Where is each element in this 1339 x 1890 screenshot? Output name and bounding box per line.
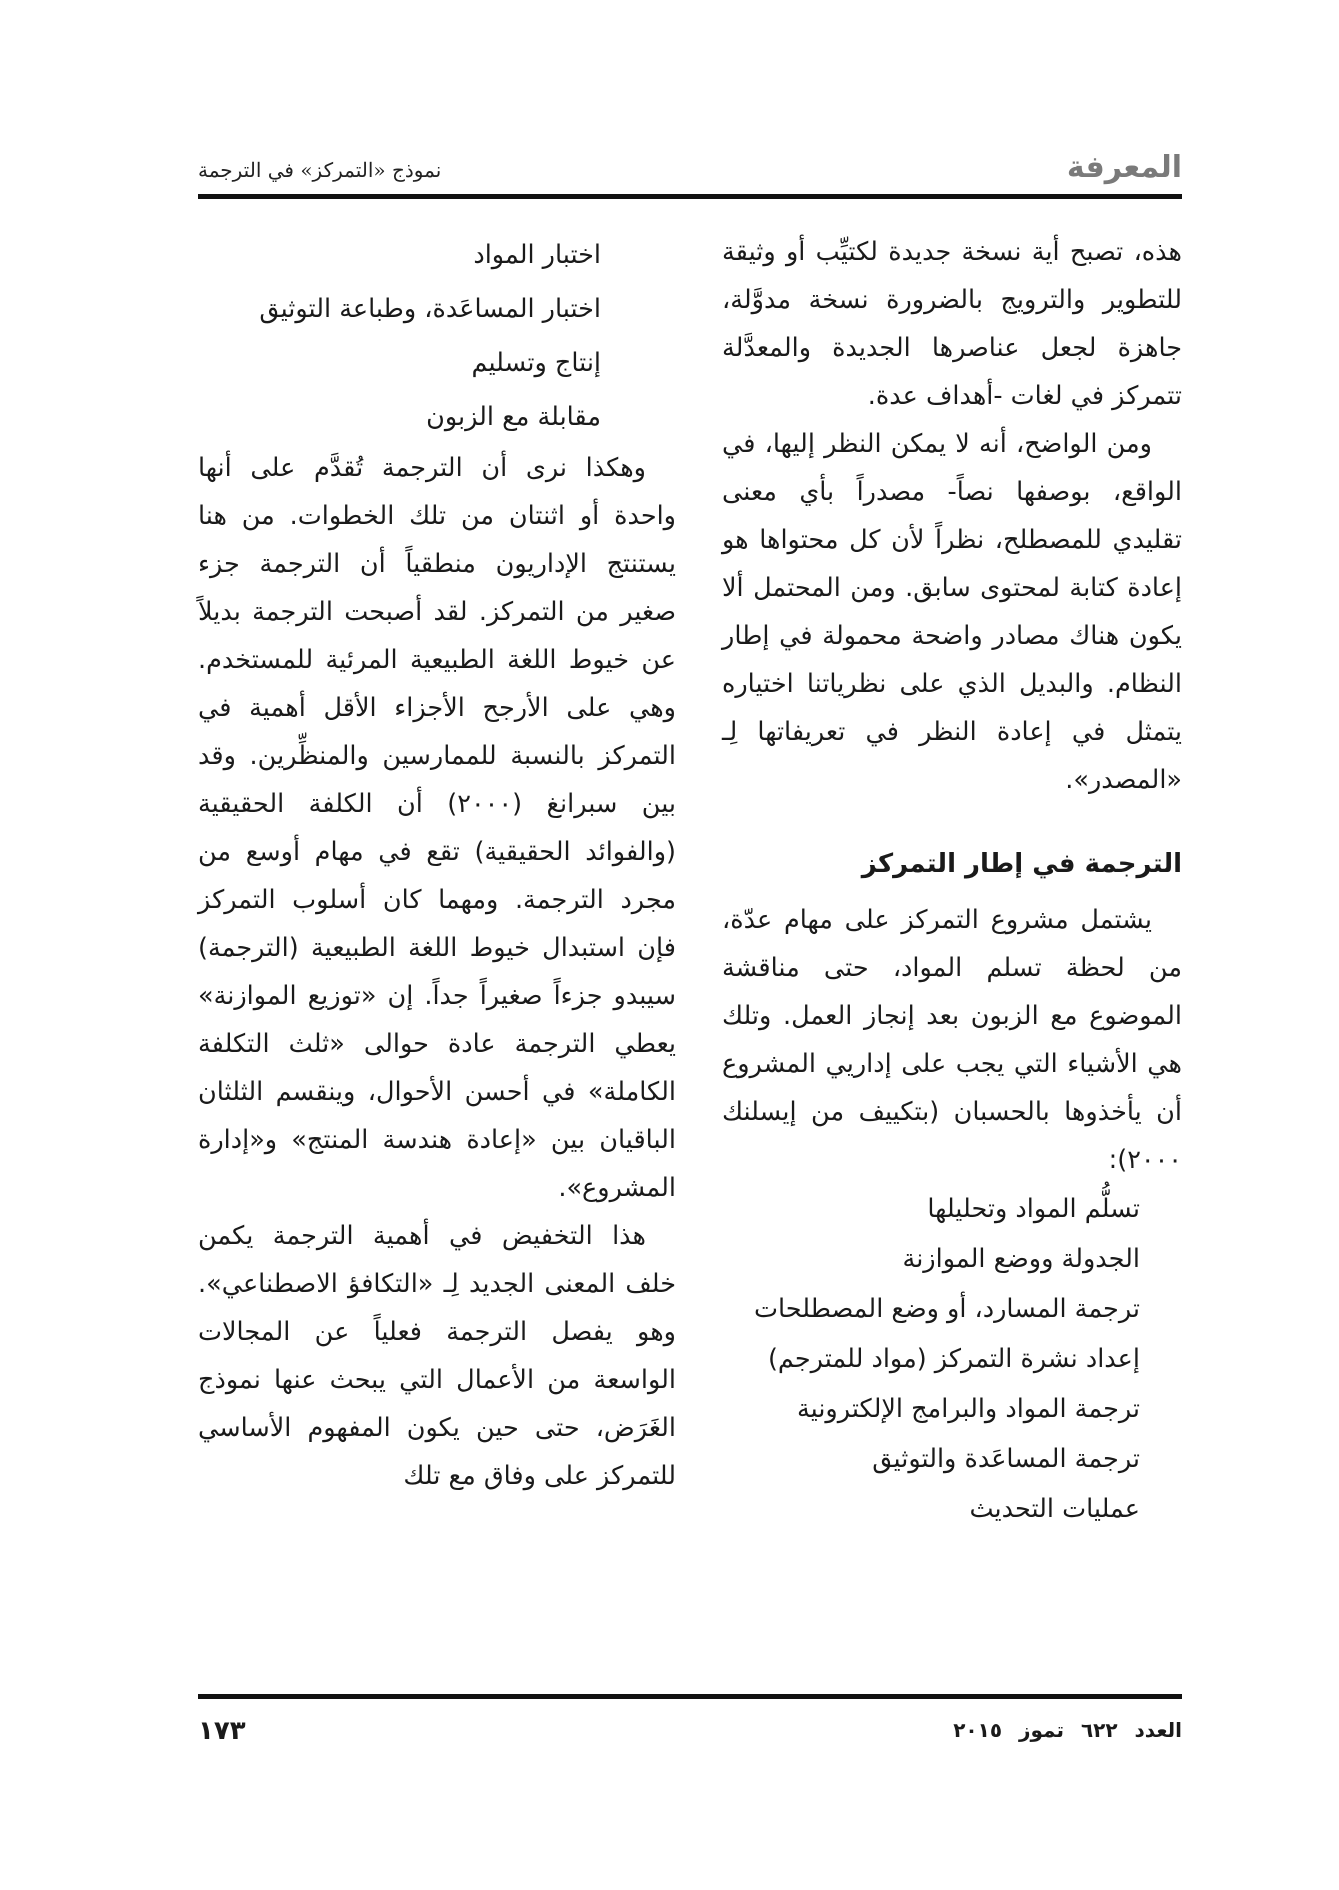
list-item: إعداد نشرة التمركز (مواد للمترجم) <box>767 1344 1140 1374</box>
list-item: ترجمة المسارد، أو وضع المصطلحات <box>753 1294 1140 1324</box>
list-item: عمليات التحديث <box>969 1494 1140 1524</box>
list-item: اختبار المساعَدة، وطباعة التوثيق <box>259 294 601 324</box>
list-item: اختبار المواد <box>473 240 601 270</box>
paragraph: وهكذا نرى أن الترجمة تُقدَّم على أنها واحدة أو اثنتان من تلك الخطوات. من هنا يستنتج الإداريون منطقياً أن الترجمة جزء صغير من التمركز. لقد أصبحت الترجمة بديلاً عن خيوط اللغة الطبيعية المرئية للمستخدم. وهي على الأرجح الأجزاء الأقل أهمية في التمركز بالنسبة للممارسين والمنظِّرين. وقد بين سبرانغ (٢٠٠٠) أن الكلفة الحقيقية (والفوائد الحقيقية) تقع في مهام أوسع من مجرد الترجمة. ومهما كان أسلوب التمركز فإن استبدال خيوط اللغة الطبيعية (الترجمة) سيبدو جزءاً صغيراً جداً. إن «توزيع الموازنة» يعطي الترجمة عادة حوالى «ثلث التكلفة الكاملة» في أحسن الأحوال، وينقسم الثلثان الباقيان بين «إعادة هندسة المنتج» و«إدارة المشروع». <box>198 453 677 1203</box>
list-item: ترجمة المساعَدة والتوثيق <box>872 1444 1140 1474</box>
right-column <box>722 228 1182 1534</box>
list-item: تسلُّم المواد وتحليلها <box>927 1194 1140 1224</box>
list-item: الجدولة ووضع الموازنة <box>902 1244 1140 1274</box>
page-number: ١٧٣ <box>198 1716 246 1746</box>
task-list <box>722 1184 1182 1534</box>
paragraph: يشتمل مشروع التمركز على مهام عدّة، من لحظة تسلم المواد، حتى مناقشة الموضوع مع الزبون بعد إنجاز العمل. وتلك هي الأشياء التي يجب على إداريي المشروع أن يأخذوها بالحسبان (بتكييف من إيسلنك ٢٠٠٠): <box>722 905 1182 1175</box>
task-list-continued <box>198 228 676 444</box>
page-header <box>198 150 1182 190</box>
paragraph: هذا التخفيض في أهمية الترجمة يكمن خلف المعنى الجديد لِـ «التكافؤ الاصطناعي». وهو يفصل الترجمة فعلياً عن المجالات الواسعة من الأعمال التي يبحث عنها نموذج الغَرَض، حتى حين يكون المفهوم الأساسي للتمركز على وفاق مع تلك <box>198 1221 676 1491</box>
left-column <box>198 228 676 1500</box>
running-title: نموذج «التمركز» في الترجمة <box>198 158 442 182</box>
page-footer <box>198 1718 1182 1758</box>
header-rule <box>198 194 1182 199</box>
list-item: ترجمة المواد والبرامج الإلكترونية <box>796 1394 1140 1424</box>
list-item: إنتاج وتسليم <box>471 348 601 378</box>
journal-logo: المعرفة <box>1066 150 1182 185</box>
section-heading: الترجمة في إطار التمركز <box>861 849 1182 879</box>
list-item: مقابلة مع الزبون <box>426 402 601 432</box>
issue-info: العدد ٦٢٢ تموز ٢٠١٥ <box>953 1718 1182 1742</box>
footer-rule <box>198 1694 1182 1699</box>
paragraph: ومن الواضح، أنه لا يمكن النظر إليها، في الواقع، بوصفها نصاً- مصدراً بأي معنى تقليدي للمصطلح، نظراً لأن كل محتواها هو إعادة كتابة لمحتوى سابق. ومن المحتمل ألا يكون هناك مصادر واضحة محمولة في إطار النظام. والبديل الذي على نظرياتنا اختياره يتمثل في إعادة النظر في تعريفاتها لِـ «المصدر». <box>722 429 1182 795</box>
paragraph: هذه، تصبح أية نسخة جديدة لكتيِّب أو وثيقة للتطوير والترويج بالضرورة نسخة مدوَّلة، جاهزة لجعل عناصرها الجديدة والمعدَّلة تتمركز في لغات -أهداف عدة. <box>722 237 1182 411</box>
